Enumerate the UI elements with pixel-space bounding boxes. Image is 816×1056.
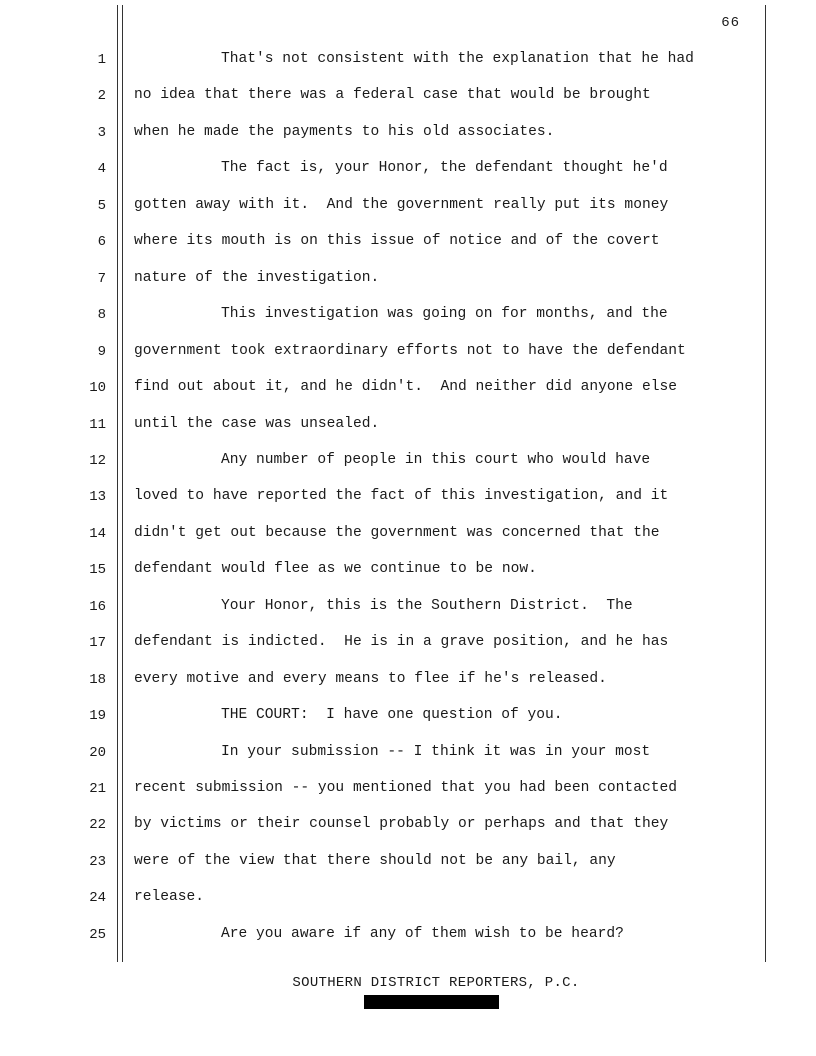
redaction-bar [364, 995, 499, 1009]
transcript-line: by victims or their counsel probably or perhaps and that they [134, 816, 669, 832]
line-number: 11 [89, 417, 106, 433]
transcript-line: This investigation was going on for months, and the [221, 306, 668, 322]
transcript-line: every motive and every means to flee if he's released. [134, 671, 607, 687]
transcript-line: That's not consistent with the explanation that he had [221, 51, 694, 67]
line-number: 3 [97, 125, 106, 141]
right-margin-rule [765, 5, 766, 962]
line-number: 6 [97, 234, 106, 250]
line-number: 16 [89, 599, 106, 615]
transcript-line: THE COURT: I have one question of you. [221, 707, 563, 723]
line-number: 10 [89, 380, 106, 396]
line-number: 23 [89, 854, 106, 870]
page-number: 66 [721, 15, 740, 31]
transcript-line: defendant would flee as we continue to be now. [134, 561, 537, 577]
line-number: 9 [97, 344, 106, 360]
transcript-line: In your submission -- I think it was in your most [221, 744, 651, 760]
line-number: 25 [89, 927, 106, 943]
line-number: 14 [89, 526, 106, 542]
transcript-line: where its mouth is on this issue of notice and of the covert [134, 233, 660, 249]
line-number: 13 [89, 489, 106, 505]
line-number: 20 [89, 745, 106, 761]
left-margin-rule [117, 5, 118, 962]
line-number: 12 [89, 453, 106, 469]
line-number: 7 [97, 271, 106, 287]
transcript-line: loved to have reported the fact of this investigation, and it [134, 488, 669, 504]
line-number: 21 [89, 781, 106, 797]
transcript-line: nature of the investigation. [134, 270, 380, 286]
line-number: 19 [89, 708, 106, 724]
footer-reporter: SOUTHERN DISTRICT REPORTERS, P.C. [292, 975, 580, 991]
line-number: 24 [89, 890, 106, 906]
transcript-line: when he made the payments to his old associates. [134, 124, 555, 140]
line-number: 8 [97, 307, 106, 323]
line-number: 22 [89, 817, 106, 833]
transcript-line: recent submission -- you mentioned that you had been contacted [134, 780, 677, 796]
transcript-line: government took extraordinary efforts not to have the defendant [134, 343, 686, 359]
line-number: 4 [97, 161, 106, 177]
line-number: 1 [97, 52, 106, 68]
line-number: 15 [89, 562, 106, 578]
transcript-line: Your Honor, this is the Southern District. The [221, 598, 633, 614]
left-margin-rule-inner [122, 5, 123, 962]
transcript-line: The fact is, your Honor, the defendant thought he'd [221, 160, 668, 176]
transcript-line: were of the view that there should not be any bail, any [134, 853, 616, 869]
transcript-line: find out about it, and he didn't. And neither did anyone else [134, 379, 677, 395]
transcript-line: gotten away with it. And the government really put its money [134, 197, 669, 213]
transcript-line: Any number of people in this court who would have [221, 452, 651, 468]
line-number: 5 [97, 198, 106, 214]
transcript-line: Are you aware if any of them wish to be heard? [221, 926, 624, 942]
transcript-line: release. [134, 889, 205, 905]
line-number: 18 [89, 672, 106, 688]
transcript-line: until the case was unsealed. [134, 416, 380, 432]
line-number: 2 [97, 88, 106, 104]
line-number: 17 [89, 635, 106, 651]
transcript-line: defendant is indicted. He is in a grave position, and he has [134, 634, 669, 650]
transcript-line: didn't get out because the government was concerned that the [134, 525, 660, 541]
transcript-line: no idea that there was a federal case that would be brought [134, 87, 651, 103]
